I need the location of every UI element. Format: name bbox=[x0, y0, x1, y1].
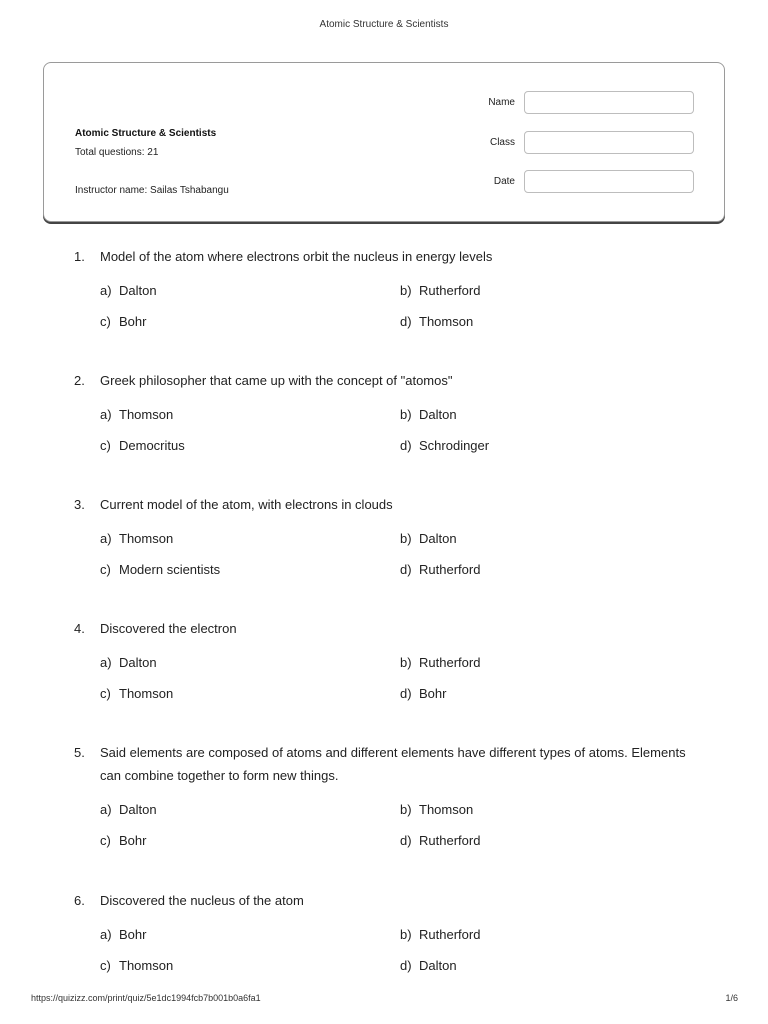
option-a[interactable]: a) Thomson bbox=[100, 407, 174, 422]
class-field[interactable] bbox=[524, 131, 694, 154]
option-c[interactable]: c) Democritus bbox=[100, 438, 185, 453]
question-5 bbox=[74, 741, 694, 856]
option-b[interactable]: b) Dalton bbox=[400, 407, 457, 422]
question-text: Current model of the atom, with electrons in clouds bbox=[100, 497, 393, 512]
option-a[interactable]: a) Bohr bbox=[100, 927, 147, 942]
question-number: 1. bbox=[74, 249, 85, 264]
question-text: Greek philosopher that came up with the concept of "atomos" bbox=[100, 373, 453, 388]
class-label: Class bbox=[489, 137, 515, 148]
option-b[interactable]: b) Thomson bbox=[400, 802, 474, 817]
footer-url: https://quizizz.com/print/quiz/5e1dc1994fcb7b001b0a6fa1 bbox=[31, 993, 261, 1003]
options-grid bbox=[100, 927, 694, 981]
question-text: Discovered the electron bbox=[100, 621, 237, 636]
page-number: 1/6 bbox=[725, 993, 738, 1003]
instructor-name: Instructor name: Sailas Tshabangu bbox=[75, 185, 229, 196]
option-d[interactable]: d) Rutherford bbox=[400, 562, 481, 577]
option-d[interactable]: d) Bohr bbox=[400, 686, 447, 701]
question-number: 3. bbox=[74, 497, 85, 512]
name-label: Name bbox=[488, 97, 515, 108]
total-questions: Total questions: 21 bbox=[75, 147, 159, 158]
options-grid bbox=[100, 802, 694, 856]
option-d[interactable]: d) Schrodinger bbox=[400, 438, 490, 453]
option-c[interactable]: c) Thomson bbox=[100, 958, 174, 973]
option-d[interactable]: d) Rutherford bbox=[400, 833, 481, 848]
option-d[interactable]: d) Dalton bbox=[400, 958, 457, 973]
question-number: 2. bbox=[74, 373, 85, 388]
option-b[interactable]: b) Rutherford bbox=[400, 655, 481, 670]
option-b[interactable]: b) Rutherford bbox=[400, 927, 481, 942]
option-a[interactable]: a) Thomson bbox=[100, 531, 174, 546]
options-grid bbox=[100, 531, 694, 585]
option-c[interactable]: c) Bohr bbox=[100, 833, 147, 848]
option-a[interactable]: a) Dalton bbox=[100, 283, 157, 298]
options-grid bbox=[100, 407, 694, 461]
date-label: Date bbox=[493, 176, 515, 187]
option-a[interactable]: a) Dalton bbox=[100, 802, 157, 817]
question-6 bbox=[74, 889, 694, 981]
question-text: Model of the atom where electrons orbit the nucleus in energy levels bbox=[100, 249, 493, 264]
name-field[interactable] bbox=[524, 91, 694, 114]
option-b[interactable]: b) Dalton bbox=[400, 531, 457, 546]
options-grid bbox=[100, 283, 694, 337]
question-text: Said elements are composed of atoms and different elements have different types of atoms. Elements can combine together to form new things. bbox=[100, 745, 686, 783]
option-a[interactable]: a) Dalton bbox=[100, 655, 157, 670]
options-grid bbox=[100, 655, 694, 709]
question-2 bbox=[74, 369, 694, 461]
question-text: Discovered the nucleus of the atom bbox=[100, 893, 304, 908]
question-4 bbox=[74, 617, 694, 709]
option-d[interactable]: d) Thomson bbox=[400, 314, 474, 329]
option-c[interactable]: c) Bohr bbox=[100, 314, 147, 329]
option-c[interactable]: c) Modern scientists bbox=[100, 562, 221, 577]
option-b[interactable]: b) Rutherford bbox=[400, 283, 481, 298]
question-3 bbox=[74, 493, 694, 585]
question-1 bbox=[74, 245, 694, 337]
quiz-title: Atomic Structure & Scientists bbox=[75, 128, 217, 139]
page-header-title: Atomic Structure & Scientists bbox=[319, 19, 449, 30]
date-field[interactable] bbox=[524, 170, 694, 193]
quiz-info-card bbox=[43, 62, 725, 222]
question-number: 4. bbox=[74, 621, 85, 636]
question-number: 5. bbox=[74, 745, 85, 760]
option-c[interactable]: c) Thomson bbox=[100, 686, 174, 701]
question-number: 6. bbox=[74, 893, 85, 908]
